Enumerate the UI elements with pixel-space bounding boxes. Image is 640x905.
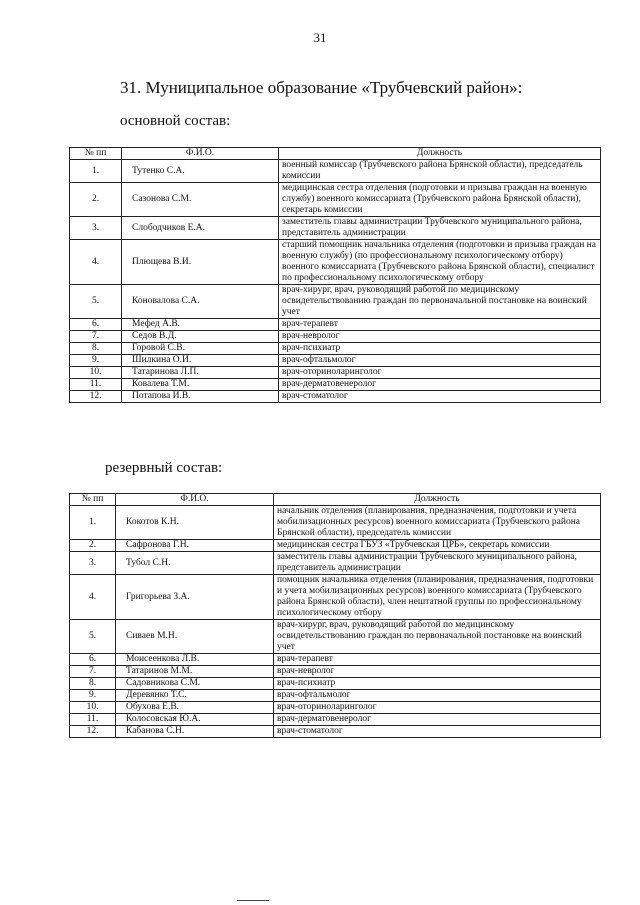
member-name: Обухова Е.В. [116, 702, 274, 714]
column-header-number: № пп [70, 148, 122, 160]
member-position: врач-терапевт [274, 654, 601, 666]
table-row [70, 506, 601, 540]
table-row [70, 678, 601, 690]
row-number: 12. [70, 391, 122, 403]
row-number: 9. [70, 355, 122, 367]
table-row [70, 285, 601, 319]
member-position: врач-хирург, врач, руководящий работой по медицинскому освидетельствованию граждан по первоначальной постановке на воинский учет [274, 620, 601, 654]
table-body [70, 160, 601, 403]
member-name: Татаринова Л.П. [122, 367, 279, 379]
table-row [70, 391, 601, 403]
member-position: врач-оториноларинголог [274, 702, 601, 714]
member-position: помощник начальника отделения (планирования, предназначения, подготовки и учета мобилизационных ресурсов) военного комиссариата (Трубчевского района Брянской области), член нештатной группы по профессиональному психологическому отбору [274, 575, 601, 620]
member-position: врач-хирург, врач, руководящий работой по медицинскому освидетельствованию граждан по первоначальной постановке на воинский учет [279, 285, 601, 319]
member-name: Слободчиков Е.А. [122, 217, 279, 240]
row-number: 12. [70, 726, 116, 738]
row-number: 2. [70, 540, 116, 552]
member-position: начальник отделения (планирования, предназначения, подготовки и учета мобилизационных ресурсов) военного комиссариата (Трубчевского района Брянской области), председатель комиссии [274, 506, 601, 540]
member-position: старший помощник начальника отделения (подготовки и призыва граждан на военную службу) (по профессиональному психологическому отбору) военного комиссариата (Трубчевского района Брянской области), специалист по профессиональному психологическому отбору [279, 240, 601, 285]
table-row [70, 319, 601, 331]
member-name: Тутенко С.А. [122, 160, 279, 183]
table-row [70, 714, 601, 726]
member-name: Седов В.Д. [122, 331, 279, 343]
member-name: Мефед А.В. [122, 319, 279, 331]
section-heading: 31. Муниципальное образование «Трубчевский район»: [120, 78, 523, 97]
member-name: Колосовская Ю.А. [116, 714, 274, 726]
row-number: 1. [70, 506, 116, 540]
row-number: 1. [70, 160, 122, 183]
member-position: врач-офтальмолог [274, 690, 601, 702]
member-position: военный комиссар (Трубчевского района Брянской области), председатель комиссии [279, 160, 601, 183]
column-header-position: Должность [279, 148, 601, 160]
table-row [70, 540, 601, 552]
table-row [70, 217, 601, 240]
member-name: Кабанова С.Н. [116, 726, 274, 738]
member-position: заместитель главы администрации Трубчевского муниципального района, представитель администрации [274, 552, 601, 575]
member-position: врач-дерматовенеролог [279, 379, 601, 391]
page-number: 31 [313, 30, 327, 45]
member-position: врач-терапевт [279, 319, 601, 331]
table-row [70, 552, 601, 575]
member-position: врач-психиатр [279, 343, 601, 355]
member-name: Шилкина О.И. [122, 355, 279, 367]
table-row [70, 355, 601, 367]
footer-divider [237, 900, 269, 901]
reserve-composition-table [69, 493, 601, 738]
row-number: 3. [70, 217, 122, 240]
table-row [70, 702, 601, 714]
row-number: 9. [70, 690, 116, 702]
member-position: врач-дерматовенеролог [274, 714, 601, 726]
member-name: Сиваев М.Н. [116, 620, 274, 654]
table-row [70, 726, 601, 738]
table-row [70, 620, 601, 654]
member-name: Сафронова Г.Н. [116, 540, 274, 552]
member-name: Тубол С.Н. [116, 552, 274, 575]
member-position: врач-невролог [279, 331, 601, 343]
member-name: Григорьева З.А. [116, 575, 274, 620]
member-name: Потапова И.В. [122, 391, 279, 403]
member-name: Садовникова С.М. [116, 678, 274, 690]
table-row [70, 690, 601, 702]
column-header-number: № пп [70, 494, 116, 506]
member-name: Деревянко Т.С. [116, 690, 274, 702]
member-position: врач-психиатр [274, 678, 601, 690]
table-row [70, 240, 601, 285]
member-position: врач-офтальмолог [279, 355, 601, 367]
member-name: Плющева В.И. [122, 240, 279, 285]
table-row [70, 331, 601, 343]
member-name: Горовой С.В. [122, 343, 279, 355]
row-number: 8. [70, 343, 122, 355]
table-row [70, 343, 601, 355]
row-number: 10. [70, 702, 116, 714]
member-position: заместитель главы администрации Трубчевского муниципального района, представитель администрации [279, 217, 601, 240]
member-name: Татаринов М.М. [116, 666, 274, 678]
member-position: врач-стоматолог [279, 391, 601, 403]
member-position: врач-оториноларинголог [279, 367, 601, 379]
row-number: 11. [70, 714, 116, 726]
table-row [70, 666, 601, 678]
row-number: 3. [70, 552, 116, 575]
table-body [70, 506, 601, 738]
row-number: 5. [70, 620, 116, 654]
table-row [70, 160, 601, 183]
column-header-name: Ф.И.О. [122, 148, 279, 160]
column-header-position: Должность [274, 494, 601, 506]
member-position: медицинская сестра отделения (подготовки и призыва граждан на военную службу) военного комиссариата (Трубчевского района Брянской области), секретарь комиссии [279, 183, 601, 217]
column-header-name: Ф.И.О. [116, 494, 274, 506]
table-row [70, 367, 601, 379]
row-number: 4. [70, 575, 116, 620]
row-number: 5. [70, 285, 122, 319]
main-composition-table [69, 147, 601, 403]
table-row [70, 654, 601, 666]
member-position: врач-невролог [274, 666, 601, 678]
row-number: 2. [70, 183, 122, 217]
member-name: Кокотов К.Н. [116, 506, 274, 540]
member-name: Сазонова С.М. [122, 183, 279, 217]
table-row [70, 183, 601, 217]
table-header-row [70, 148, 601, 160]
row-number: 4. [70, 240, 122, 285]
row-number: 6. [70, 654, 116, 666]
row-number: 7. [70, 666, 116, 678]
main-composition-label: основной состав: [120, 113, 231, 129]
table-row [70, 575, 601, 620]
table-header-row [70, 494, 601, 506]
member-name: Коновалова С.А. [122, 285, 279, 319]
member-position: медицинская сестра ГБУЗ «Трубчевская ЦРБ», секретарь комиссии [274, 540, 601, 552]
row-number: 10. [70, 367, 122, 379]
table-row [70, 379, 601, 391]
row-number: 11. [70, 379, 122, 391]
member-position: врач-стоматолог [274, 726, 601, 738]
row-number: 6. [70, 319, 122, 331]
member-name: Моисеенкова Л.В. [116, 654, 274, 666]
reserve-composition-label: резервный состав: [105, 460, 223, 476]
row-number: 8. [70, 678, 116, 690]
row-number: 7. [70, 331, 122, 343]
member-name: Ковалева Т.М. [122, 379, 279, 391]
